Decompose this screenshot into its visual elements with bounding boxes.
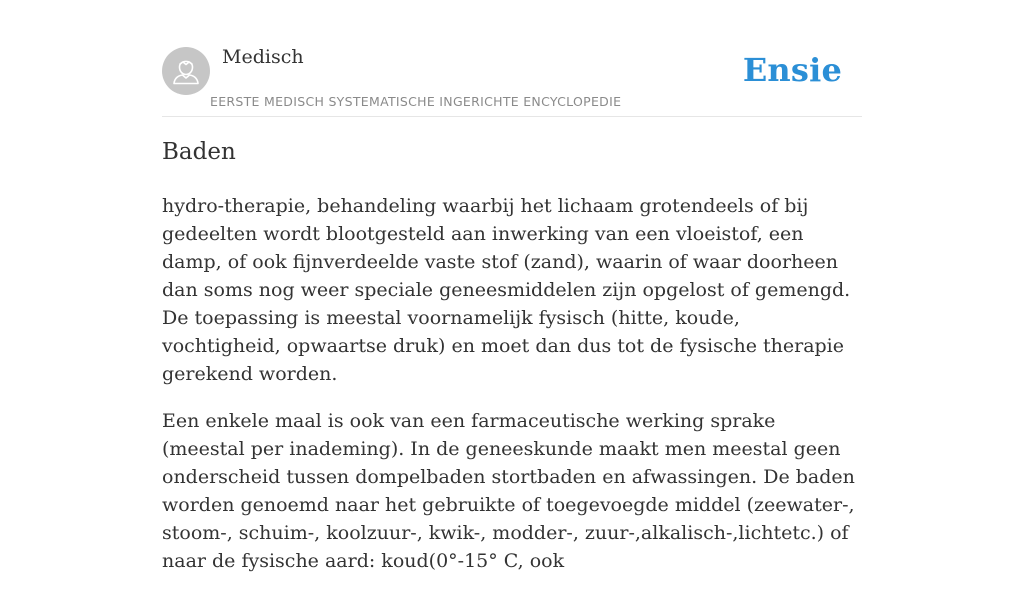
article-paragraph: hydro-therapie, behandeling waarbij het lichaam grotendeels of bij gedeelten wordt blootgesteld aan inwerking van een vloeistof, een damp, of ook fijnverdeelde vaste stof (zand), waarin of waar doorheen dan soms nog weer speciale geneesmiddelen zijn opgelost of gemengd. De toepassing is meestal voornamelijk fysisch (hitte, koude, vochtigheid, opwaartse druk) en moet dan dus tot de fysische therapie gerekend worden. [162, 195, 851, 385]
avatar[interactable] [162, 47, 210, 95]
brand-logo[interactable]: Ensie [742, 51, 842, 89]
article-title: Baden [162, 139, 236, 165]
source-name[interactable]: Medisch [222, 46, 304, 68]
article-body [162, 192, 862, 594]
source-subtitle: EERSTE MEDISCH SYSTEMATISCHE INGERICHTE ENCYCLOPEDIE [210, 94, 622, 109]
header [162, 40, 862, 117]
article-paragraph: Een enkele maal is ook van een farmaceutische werking sprake (meestal per inademing). In de geneeskunde maakt men meestal geen onderscheid tussen dompelbaden stortbaden en afwassingen. De baden worden genoemd naar het gebruikte of toegevoegde middel (zeewater-, stoom-, schuim-, koolzuur-, kwik-, modder-, zuur-,alkalisch-,lichtetc.) of naar de fysische aard: koud(0°-15° C, ook [162, 410, 855, 572]
user-icon [162, 47, 210, 95]
